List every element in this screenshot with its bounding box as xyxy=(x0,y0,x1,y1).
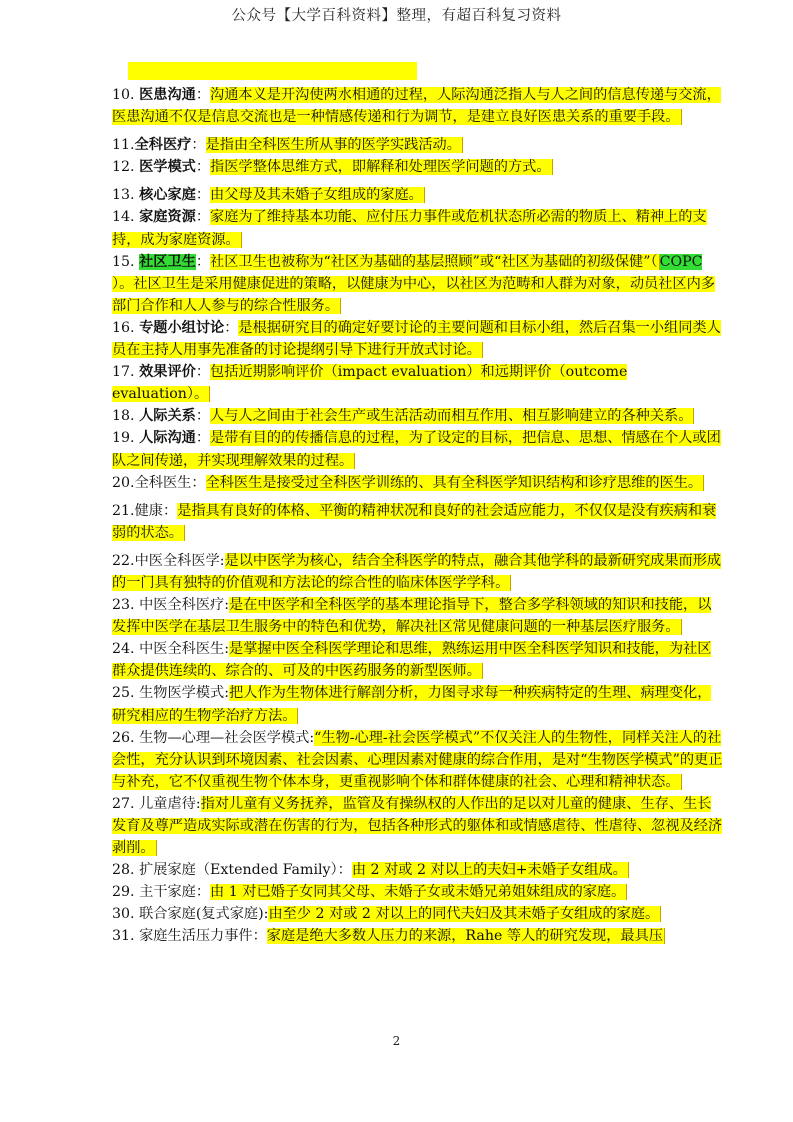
glossary-content xyxy=(112,84,724,948)
entry-29: 29. 主干家庭：由 1 对已婚子女同其父母、未婚子女或未婚兄弟姐妹组成的家庭。 xyxy=(112,884,626,901)
entry-14: 14. 家庭资源：家庭为了维持基本功能、应付压力事件或危机状态所必需的物质上、精神上的支持，成为家庭资源。 xyxy=(112,209,707,248)
entry-28: 28. 扩展家庭（Extended Family）：由 2 对或 2 对以上的夫妇+未婚子女组成。 xyxy=(112,862,627,879)
entry-23: 23. 中医全科医疗:是在中医学和全科医学的基本理论指导下，整合多学科领域的知识和技能，以发挥中医学在基层卫生服务中的特色和优势，解决社区常见健康问题的一种基层医疗服务。 xyxy=(112,597,712,636)
term: 全科医生 xyxy=(134,474,192,491)
abbreviation: COPC xyxy=(659,253,703,270)
definition: 沟通本义是开沟使两水相通的过程，人际沟通泛指人与人之间的信息传递与交流，医患沟通不仅是信息交流也是一种情感传递和行为调节，是建立良好医患关系的重要手段。 xyxy=(112,87,721,126)
entry-31: 31. 家庭生活压力事件：家庭是绝大多数人压力的来源，Rahe 等人的研究发现，最具压 xyxy=(112,928,663,945)
term: 专题小组讨论 xyxy=(139,319,225,336)
entry-13: 13. 核心家庭：由父母及其未婚子女组成的家庭。 xyxy=(112,187,423,204)
entry-22: 22.中医全科医学:是以中医学为核心，结合全科医学的特点，融合其他学科的最新研究成果而形成的一门具有独特的价值观和方法论的综合性的临床体医学学科。 xyxy=(112,552,722,591)
term: 中医全科医生 xyxy=(139,641,225,658)
entry-30: 30. 联合家庭(复式家庭):由至少 2 对或 2 对以上的同代夫妇及其未婚子女组成的家庭。 xyxy=(112,906,660,923)
term: 生物医学模式 xyxy=(139,685,225,702)
term: 社区卫生 xyxy=(139,253,196,270)
definition: 指对儿童有义务抚养，监管及有操纵权的人作出的足以对儿童的健康、生存、生长发育及尊严造成实际或潜在伤害的行为，包括各种形式的躯体和或情感虐待、性虐待、忽视及经济剥削。 xyxy=(112,795,723,857)
definition: 是指具有良好的体格、平衡的精神状况和良好的社会适应能力，不仅仅是没有疾病和衰弱的状态。 xyxy=(112,502,717,541)
definition: 家庭是绝大多数人压力的来源，Rahe 等人的研究发现，最具压 xyxy=(266,928,663,945)
term: 效果评价 xyxy=(139,364,196,381)
entry-16: 16. 专题小组讨论：是根据研究目的确定好要讨论的主要问题和目标小组，然后召集一小组同类人员在主持人用事先准备的讨论提纲引导下进行开放式讨论。 xyxy=(112,319,721,359)
definition-part-a: 社区卫生也被称为“社区为基础的基层照顾”或“社区为基础的初级保健”（ xyxy=(210,253,658,270)
term: 家庭生活压力事件 xyxy=(139,928,253,945)
term: 中医全科医学 xyxy=(134,552,220,569)
definition: 是掌握中医全科医学理论和思维，熟练运用中医全科医学知识和技能，为社区群众提供连续的、综合的、可及的中医药服务的新型医师。 xyxy=(112,641,712,680)
term: 人际关系 xyxy=(139,408,196,425)
definition: 由 2 对或 2 对以上的夫妇+未婚子女组成。 xyxy=(351,862,627,879)
term: 中医全科医疗 xyxy=(139,597,225,614)
entry-18: 18. 人际关系：人与人之间由于社会生产或生活活动而相互作用、相互影响建立的各种关系。 xyxy=(112,408,693,425)
entry-24: 24. 中医全科医生:是掌握中医全科医学理论和思维，熟练运用中医全科医学知识和技能，为社区群众提供连续的、综合的、可及的中医药服务的新型医师。 xyxy=(112,641,712,680)
entry-26: 26. 生物—心理—社会医学模式:“生物-心理-社会医学模式”不仅关注人的生物性，同样关注人的社会性，充分认识到环境因素、社会因素、心理因素对健康的综合作用，是对“生物医学模式”的更正与补充，它不仅重视生物个体本身，更重视影响个体和群体健康的社会、心理和精神状态。 xyxy=(112,729,723,790)
term: 健康 xyxy=(134,502,163,519)
entry-20: 20.全科医生：全科医生是接受过全科医学训练的、具有全科医学知识结构和诊疗思维的医生。 xyxy=(112,474,703,491)
term: 主干家庭 xyxy=(139,884,196,901)
term: 家庭资源 xyxy=(139,209,196,226)
definition: 是以中医学为核心，结合全科医学的特点，融合其他学科的最新研究成果而形成的一门具有独特的价值观和方法论的综合性的临床体医学学科。 xyxy=(112,552,722,591)
definition: 把人作为生物体进行解剖分析，力图寻求每一种疾病特定的生理、病理变化，研究相应的生物学治疗方法。 xyxy=(112,685,712,724)
definition: 全科医生是接受过全科医学训练的、具有全科医学知识结构和诊疗思维的医生。 xyxy=(205,474,703,491)
definition: 是在中医学和全科医学的基本理论指导下，整合多学科领域的知识和技能，以发挥中医学在基层卫生服务中的特色和优势，解决社区常见健康问题的一种基层医疗服务。 xyxy=(112,597,712,636)
definition: 人与人之间由于社会生产或生活活动而相互作用、相互影响建立的各种关系。 xyxy=(210,408,693,425)
term: 生物—心理—社会医学模式 xyxy=(139,729,310,746)
definition: “生物-心理-社会医学模式”不仅关注人的生物性，同样关注人的社会性，充分认识到环境因素、社会因素、心理因素对健康的综合作用，是对“生物医学模式”的更正与补充，它不仅重视生物个体本身，更重视影响个体和群体健康的社会、心理和精神状态。 xyxy=(112,729,723,790)
term: 人际沟通 xyxy=(139,430,196,447)
entry-10: 10. 医患沟通：沟通本义是开沟使两水相通的过程，人际沟通泛指人与人之间的信息传递与交流，医患沟通不仅是信息交流也是一种情感传递和行为调节，是建立良好医患关系的重要手段。 xyxy=(112,87,721,126)
definition: 由 1 对已婚子女同其父母、未婚子女或未婚兄弟姐妹组成的家庭。 xyxy=(210,884,626,901)
term: 医学模式 xyxy=(139,159,196,176)
page-header: 公众号【大学百科资料】整理，有超百科复习资料 xyxy=(231,8,562,24)
entry-15: 15. 社区卫生：社区卫生也被称为“社区为基础的基层照顾”或“社区为基础的初级保健”（ COPC ）。社区卫生是采用健康促进的策略，以健康为中心，以社区为范畴和人群为对象，动员社区内多部门合作和人人参与的综合性服务。 xyxy=(112,253,715,314)
entry-27: 27. 儿童虐待:指对儿童有义务抚养，监管及有操纵权的人作出的足以对儿童的健康、生存、生长发育及尊严造成实际或潜在伤害的行为，包括各种形式的躯体和或情感虐待、性虐待、忽视及经济剥削。 xyxy=(112,795,723,857)
entry-21: 21.健康：是指具有良好的体格、平衡的精神状况和良好的社会适应能力，不仅仅是没有疾病和衰弱的状态。 xyxy=(112,502,717,541)
term: 核心家庭 xyxy=(139,187,196,204)
term: 儿童虐待 xyxy=(139,795,196,812)
definition: 家庭为了维持基本功能、应付压力事件或危机状态所必需的物质上、精神上的支持，成为家庭资源。 xyxy=(112,209,707,248)
definition: 是带有目的的传播信息的过程，为了设定的目标，把信息、思想、情感在个人或团队之间传递，并实现理解效果的过程。 xyxy=(112,430,721,469)
definition: 是根据研究目的确定好要讨论的主要问题和目标小组，然后召集一小组同类人员在主持人用事先准备的讨论提纲引导下进行开放式讨论。 xyxy=(112,319,721,359)
highlight-bar xyxy=(128,62,417,80)
definition: 由父母及其未婚子女组成的家庭。 xyxy=(210,187,423,204)
entry-25: 25. 生物医学模式:把人作为生物体进行解剖分析，力图寻求每一种疾病特定的生理、病理变化，研究相应的生物学治疗方法。 xyxy=(112,685,712,724)
entry-19: 19. 人际沟通：是带有目的的传播信息的过程，为了设定的目标，把信息、思想、情感在个人或团队之间传递，并实现理解效果的过程。 xyxy=(112,430,721,469)
entry-12: 12. 医学模式：指医学整体思维方式，即解释和处理医学问题的方式。 xyxy=(112,159,551,176)
entry-17: 17. 效果评价：包括近期影响评价（impact evaluation）和远期评价（outcome evaluation）。 xyxy=(112,364,628,403)
definition: 是指由全科医生所从事的医学实践活动。 xyxy=(205,137,461,154)
definition-part-b: ）。社区卫生是采用健康促进的策略，以健康为中心，以社区为范畴和人群为对象，动员社区内多部门合作和人人参与的综合性服务。 xyxy=(112,275,715,314)
term: 全科医疗 xyxy=(134,137,192,154)
page-number: 2 xyxy=(392,1034,401,1048)
definition: 指医学整体思维方式，即解释和处理医学问题的方式。 xyxy=(210,159,551,176)
term: 医患沟通 xyxy=(139,87,196,103)
definition: 由至少 2 对或 2 对以上的同代夫妇及其未婚子女组成的家庭。 xyxy=(268,906,660,923)
entry-11: 11.全科医疗：是指由全科医生所从事的医学实践活动。 xyxy=(112,137,461,154)
term: 扩展家庭（Extended Family） xyxy=(139,862,338,879)
definition: 包括近期影响评价（impact evaluation）和远期评价（outcome evaluation）。 xyxy=(112,364,628,403)
term: 联合家庭(复式家庭) xyxy=(139,906,264,923)
